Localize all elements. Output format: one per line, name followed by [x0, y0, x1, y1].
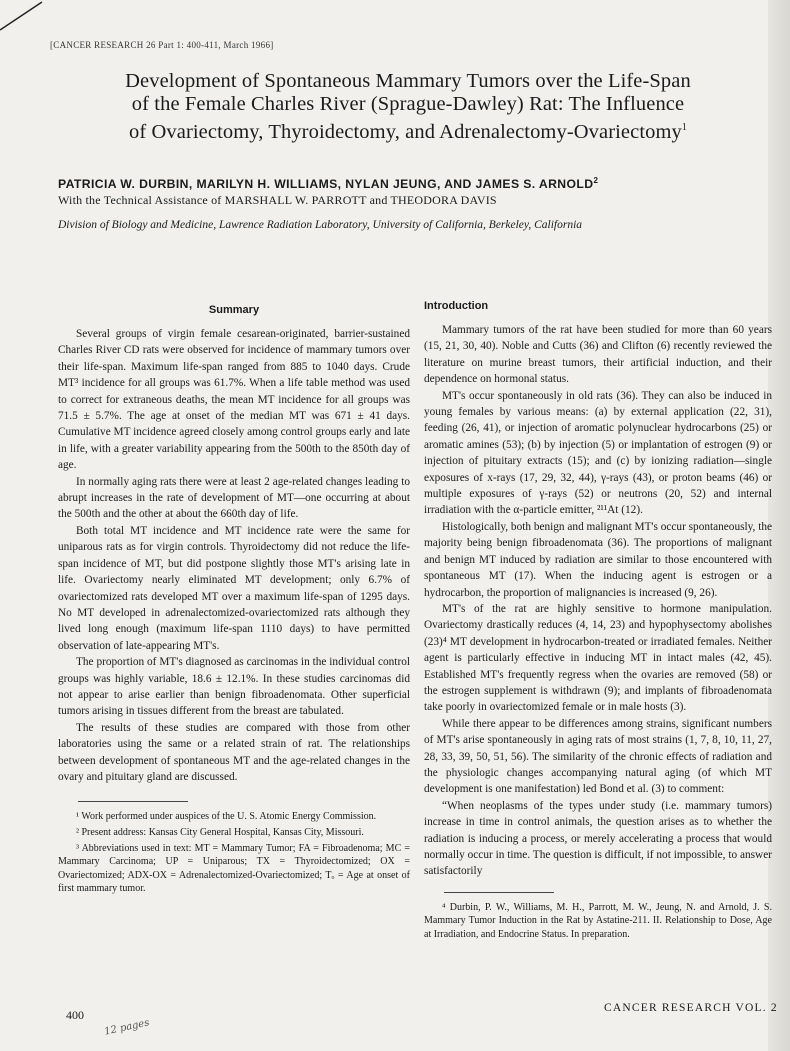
- summary-paragraph: In normally aging rats there were at least 2 age-related changes leading to abrupt increases in the rate of development of MT—one occurring at about the 500th and the other at about the 660th day of life.: [58, 475, 410, 521]
- running-footer: CANCER RESEARCH VOL. 2: [604, 1002, 778, 1014]
- footnote-divider: [78, 801, 188, 802]
- paper-title: [58, 70, 758, 144]
- footnote-divider: [444, 892, 554, 893]
- title-line-2: of the Female Charles River (Sprague-Dawley) Rat: The Influence: [131, 93, 685, 115]
- summary-paragraph: The results of these studies are compared with those from other laboratories using the same or a related strain of rat. The relationships between development of spontaneous MT and the age-related changes in the ovary and pituitary gland are discussed.: [58, 721, 410, 783]
- intro-paragraph: Histologically, both benign and malignant MT's occur spontaneously, the majority being benign fibroadenomata (36). The proportions of malignant and benign MT induced by radiation are similar to those encountered with spontaneous MT (17). When the inducing agent is estrogen or a hydrocarbon, the proportion of malignancies is increased (9, 26).: [424, 520, 773, 599]
- summary-paragraph: Several groups of virgin female cesarean-originated, barrier-sustained Charles River CD rats were observed for incidence of mammary tumors over their life-span. Maximum life-span ranged from 885 to 1040 days. Crude MT³ incidence for all groups was 61.7%. When a life table method was used to correct for extraneous deaths, the mean MT incidence for all groups was 71.5 ± 5.7%. The age at onset of the median MT was 671 ± 41 days. Cumulative MT incidence agreed closely among control groups early and late in life, with a greater variability appearing from the 500th to the 850th day of age.: [58, 328, 410, 472]
- title-line-1: Development of Spontaneous Mammary Tumors over the Life-Span: [125, 70, 691, 92]
- author-names: PATRICIA W. DURBIN, MARILYN H. WILLIAMS, NYLAN JEUNG, AND JAMES S. ARNOLD: [58, 177, 594, 192]
- title-footnote-mark: 1: [681, 122, 687, 133]
- handwritten-note: 12 pages: [103, 1017, 151, 1038]
- intro-paragraph: MT's of the rat are highly sensitive to hormone manipulation. Ovariectomy drastically reduces (4, 14, 23) and hypophysectomy abolishes (23)⁴ MT development in hydrocarbon-treated or irradiated females. Neither agent is particularly effective in inducing MT in intact males (42, 45). Established MT's frequently regress when the ovaries are removed (58) or the estrogen supplement is withdrawn (9); and implants of fibroadenomata take poorly in ovariectomized female or in male hosts (3).: [424, 602, 772, 714]
- intro-paragraph: While there appear to be differences among strains, significant numbers of MT's arise spontaneously in aging rats of most strains (1, 7, 8, 10, 11, 27, 28, 33, 39, 50, 51, 56). The similarity of the chronic effects of radiation and the physiologic changes accompanying natural aging (of which MT development is one manifestation) led Bond et al. (3) to comment:: [424, 717, 772, 796]
- title-line-3: of Ovariectomy, Thyroidectomy, and Adrenalectomy-Ovariectomy: [129, 120, 682, 143]
- footnote: ⁴ Durbin, P. W., Williams, M. H., Parrott, M. W., Jeung, N. and Arnold, J. S. Mammary Tumor Induction in the Rat by Astatine-211. II. Relationship to Dose, Age at Irradiation, and Endocrine Status. In preparation.: [424, 901, 772, 940]
- summary-paragraph: Both total MT incidence and MT incidence rate were the same for uniparous rats as for virgin controls. Thyroidectomy did not reduce the life-span incidence of MT, but did postpone slightly those MT's arising late in life. Ovariectomy nearly eliminated MT development; only 6.7% of ovariectomized rats developed MT over a maximum life-span of 1295 days. No MT developed in adrenalectomized-ovariectomized rats although they lived long enough (maximum life-span 1110 days) to have permitted observation of late-appearing MT's.: [58, 524, 410, 652]
- intro-paragraph: MT's occur spontaneously in old rats (36). They can also be induced in young females by various means: (a) by external application (22, 31), feeding (26, 41), or injection of aromatic polynuclear hydrocarbons (25) or aromatic amines (53); (b) by injection (5) or implantation of estrogen (9) or injection of pituitary extracts (15); and (c) by ionizing radiation—single exposures of x-rays (17, 29, 32, 44), γ-rays (43), or proton beams (46) or multiple exposures of γ-rays (52) or neutrons (20, 52) and internal irradiation with the α-particle emitter, ²¹¹At (12).: [424, 389, 772, 517]
- affiliation: Division of Biology and Medicine, Lawrence Radiation Laboratory, University of California, Berkeley, California: [58, 219, 583, 231]
- footnote: ³ Abbreviations used in text: MT = Mammary Tumor; FA = Fibroadenoma; MC = Mammary Carcinoma; UP = Uniparous; TX = Thyroidectomized; OX = Ovariectomized; ADX-OX = Adrenalectomized-Ovariectomized; Tₒ = Age at onset of first mammary tumor.: [58, 842, 410, 895]
- summary-paragraph: The proportion of MT's diagnosed as carcinomas in the individual control groups was highly variable, 18.6 ± 12.1%. In these studies carcinomas did not appear to arise earlier than benign fibroadenomata. Other superficial tumors arising in tissues different from the breast are tabulated.: [58, 656, 410, 718]
- footnote: ¹ Work performed under auspices of the U. S. Atomic Energy Commission.: [76, 811, 377, 823]
- introduction-heading: Introduction: [424, 300, 489, 312]
- summary-heading: Summary: [208, 304, 260, 316]
- journal-reference: [CANCER RESEARCH 26 Part 1: 400-411, March 1966]: [50, 40, 274, 50]
- author-footnote-mark: 2: [593, 176, 599, 185]
- intro-paragraph: Mammary tumors of the rat have been studied for more than 60 years (15, 21, 30, 40). Noble and Cutts (36) and Clifton (6) recently reviewed the literature on murine breast tumors, their artificial induction, and their dependence on hormonal status.: [424, 324, 772, 386]
- technical-assistance: With the Technical Assistance of MARSHALL W. PARROTT and THEODORA DAVIS: [58, 193, 497, 207]
- right-column: [424, 300, 772, 944]
- author-list: [58, 176, 758, 191]
- footnote: ² Present address: Kansas City General Hospital, Kansas City, Missouri.: [76, 826, 364, 838]
- page-number: 400: [66, 1008, 84, 1022]
- scan-corner-mark: [0, 0, 50, 40]
- intro-quote: “When neoplasms of the types under study (i.e. mammary tumors) increase in time in control animals, the question arises as to whether the radiation is inducing a process, or merely accelerating a process that would normally occur in time. The question is difficult, if not impossible, to answer satisfactorily: [424, 799, 772, 878]
- left-column: [58, 304, 410, 898]
